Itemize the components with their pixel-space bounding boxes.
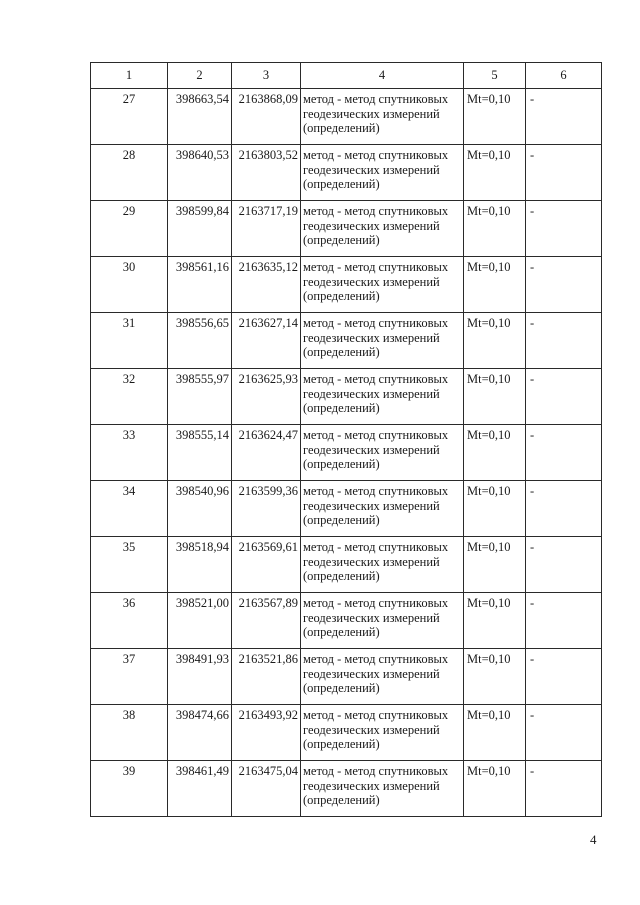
y-coordinate-cell: 2163599,36 <box>232 481 301 537</box>
method-cell: метод - метод спутниковых геодезических измерений (определений) <box>301 257 464 313</box>
x-coordinate-cell: 398540,96 <box>168 481 232 537</box>
description-cell: - <box>526 481 602 537</box>
table-row <box>91 761 602 817</box>
description-cell: - <box>526 145 602 201</box>
accuracy-cell: Mt=0,10 <box>464 481 526 537</box>
header-col-5: 5 <box>464 63 526 89</box>
accuracy-cell: Mt=0,10 <box>464 313 526 369</box>
x-coordinate-cell: 398474,66 <box>168 705 232 761</box>
description-cell: - <box>526 537 602 593</box>
x-coordinate-cell: 398640,53 <box>168 145 232 201</box>
method-cell: метод - метод спутниковых геодезических измерений (определений) <box>301 313 464 369</box>
description-cell: - <box>526 593 602 649</box>
x-coordinate-cell: 398555,14 <box>168 425 232 481</box>
method-cell: метод - метод спутниковых геодезических измерений (определений) <box>301 89 464 145</box>
point-number-cell: 35 <box>91 537 168 593</box>
y-coordinate-cell: 2163627,14 <box>232 313 301 369</box>
accuracy-cell: Mt=0,10 <box>464 649 526 705</box>
table-row <box>91 89 602 145</box>
method-cell: метод - метод спутниковых геодезических измерений (определений) <box>301 649 464 705</box>
x-coordinate-cell: 398461,49 <box>168 761 232 817</box>
point-number-cell: 29 <box>91 201 168 257</box>
table-row <box>91 705 602 761</box>
y-coordinate-cell: 2163635,12 <box>232 257 301 313</box>
header-col-3: 3 <box>232 63 301 89</box>
y-coordinate-cell: 2163624,47 <box>232 425 301 481</box>
x-coordinate-cell: 398599,84 <box>168 201 232 257</box>
y-coordinate-cell: 2163717,19 <box>232 201 301 257</box>
method-cell: метод - метод спутниковых геодезических измерений (определений) <box>301 425 464 481</box>
accuracy-cell: Mt=0,10 <box>464 89 526 145</box>
method-cell: метод - метод спутниковых геодезических измерений (определений) <box>301 761 464 817</box>
table-header-row <box>91 63 602 89</box>
table-row <box>91 593 602 649</box>
x-coordinate-cell: 398663,54 <box>168 89 232 145</box>
accuracy-cell: Mt=0,10 <box>464 145 526 201</box>
x-coordinate-cell: 398521,00 <box>168 593 232 649</box>
accuracy-cell: Mt=0,10 <box>464 761 526 817</box>
point-number-cell: 34 <box>91 481 168 537</box>
x-coordinate-cell: 398491,93 <box>168 649 232 705</box>
table-row <box>91 481 602 537</box>
method-cell: метод - метод спутниковых геодезических измерений (определений) <box>301 593 464 649</box>
accuracy-cell: Mt=0,10 <box>464 257 526 313</box>
method-cell: метод - метод спутниковых геодезических измерений (определений) <box>301 201 464 257</box>
y-coordinate-cell: 2163625,93 <box>232 369 301 425</box>
header-col-1: 1 <box>91 63 168 89</box>
x-coordinate-cell: 398555,97 <box>168 369 232 425</box>
y-coordinate-cell: 2163475,04 <box>232 761 301 817</box>
point-number-cell: 27 <box>91 89 168 145</box>
accuracy-cell: Mt=0,10 <box>464 537 526 593</box>
x-coordinate-cell: 398556,65 <box>168 313 232 369</box>
header-col-6: 6 <box>526 63 602 89</box>
table-body <box>91 89 602 817</box>
description-cell: - <box>526 89 602 145</box>
point-number-cell: 32 <box>91 369 168 425</box>
accuracy-cell: Mt=0,10 <box>464 593 526 649</box>
description-cell: - <box>526 201 602 257</box>
table-row <box>91 257 602 313</box>
table-row <box>91 649 602 705</box>
page-number: 4 <box>590 832 597 847</box>
x-coordinate-cell: 398518,94 <box>168 537 232 593</box>
method-cell: метод - метод спутниковых геодезических измерений (определений) <box>301 537 464 593</box>
table-row <box>91 369 602 425</box>
point-number-cell: 37 <box>91 649 168 705</box>
description-cell: - <box>526 257 602 313</box>
header-col-2: 2 <box>168 63 232 89</box>
method-cell: метод - метод спутниковых геодезических измерений (определений) <box>301 145 464 201</box>
description-cell: - <box>526 649 602 705</box>
y-coordinate-cell: 2163569,61 <box>232 537 301 593</box>
y-coordinate-cell: 2163521,86 <box>232 649 301 705</box>
accuracy-cell: Mt=0,10 <box>464 201 526 257</box>
table-row <box>91 201 602 257</box>
coordinates-table <box>90 62 602 817</box>
y-coordinate-cell: 2163567,89 <box>232 593 301 649</box>
point-number-cell: 33 <box>91 425 168 481</box>
point-number-cell: 39 <box>91 761 168 817</box>
method-cell: метод - метод спутниковых геодезических измерений (определений) <box>301 369 464 425</box>
y-coordinate-cell: 2163868,09 <box>232 89 301 145</box>
point-number-cell: 31 <box>91 313 168 369</box>
table-row <box>91 313 602 369</box>
method-cell: метод - метод спутниковых геодезических измерений (определений) <box>301 481 464 537</box>
header-col-4: 4 <box>301 63 464 89</box>
y-coordinate-cell: 2163493,92 <box>232 705 301 761</box>
point-number-cell: 36 <box>91 593 168 649</box>
y-coordinate-cell: 2163803,52 <box>232 145 301 201</box>
table-row <box>91 425 602 481</box>
description-cell: - <box>526 761 602 817</box>
description-cell: - <box>526 425 602 481</box>
point-number-cell: 38 <box>91 705 168 761</box>
x-coordinate-cell: 398561,16 <box>168 257 232 313</box>
method-cell: метод - метод спутниковых геодезических измерений (определений) <box>301 705 464 761</box>
description-cell: - <box>526 313 602 369</box>
description-cell: - <box>526 369 602 425</box>
description-cell: - <box>526 705 602 761</box>
point-number-cell: 30 <box>91 257 168 313</box>
accuracy-cell: Mt=0,10 <box>464 705 526 761</box>
accuracy-cell: Mt=0,10 <box>464 369 526 425</box>
accuracy-cell: Mt=0,10 <box>464 425 526 481</box>
table-row <box>91 537 602 593</box>
point-number-cell: 28 <box>91 145 168 201</box>
table-row <box>91 145 602 201</box>
